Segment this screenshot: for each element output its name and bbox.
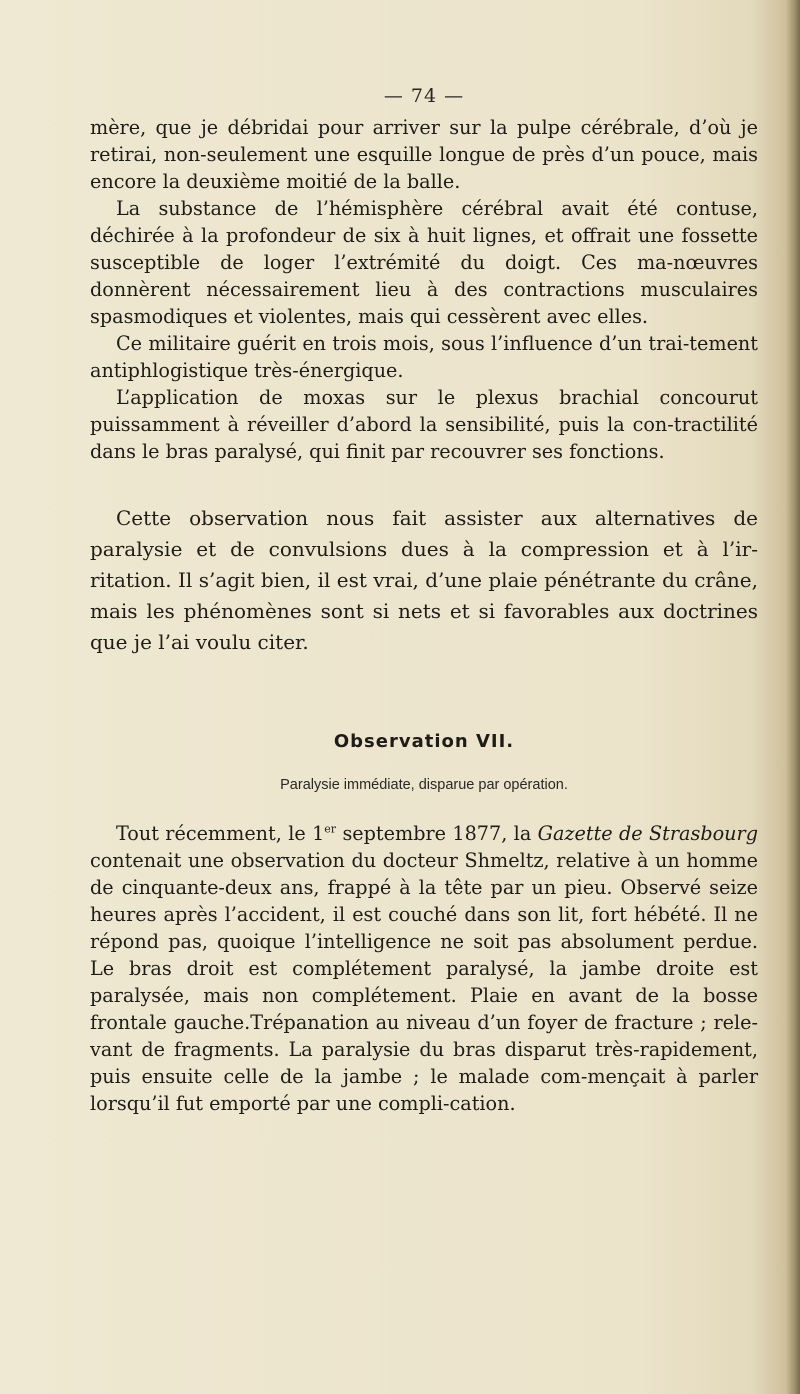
paragraph-recovery: Ce militaire guérit en trois mois, sous l’influence d’un trai-tement antiphlogistique très-énergique. [90, 332, 758, 382]
section-gap [90, 465, 758, 503]
observation-text-mid: septembre 1877, la [336, 822, 538, 845]
paragraph-hemisphere: La substance de l’hémisphère cérébral avait été contuse, déchirée à la profondeur de six à huit lignes, et offrait une fossette susceptible de loger l’extrémité du doigt. Ces ma-nœuvres donnèrent nécessairement lieu à des contractions musculaires spasmodiques et violentes, mais qui cessèrent avec elles. [90, 197, 758, 328]
paragraph-continuation: mère, que je débridai pour arriver sur la pulpe cérébrale, d’où je retirai, non-seulement une esquille longue de près d’un pouce, mais encore la deuxième moitié de la balle. [90, 116, 758, 193]
journal-title: Gazette de Strasbourg [537, 822, 758, 845]
observation-text-start: Tout récemment, le 1 [116, 822, 325, 845]
paragraph-moxas: L’application de moxas sur le plexus brachial concourut puissamment à réveiller d’abord la sensibilité, puis la con-tractilité dans le bras paralysé, qui finit par recouvrer ses fonctions. [90, 386, 758, 463]
ordinal-superscript: er [324, 822, 337, 836]
page-number: — 74 — [383, 85, 465, 107]
paragraph-observation [90, 820, 758, 1117]
observation-subtitle: Paralysie immédiate, disparue par opération. [280, 777, 568, 793]
observation-title: Observation VII. [333, 731, 515, 752]
page-content [90, 82, 758, 1117]
paragraph-commentary: Cette observation nous fait assister aux alternatives de paralysie et de convulsions dues à la compression et à l’ir-ritation. Il s’agit bien, il est vrai, d’une plaie pénétrante du crâne, mais les phénomènes sont si nets et si favorables aux doctrines que je l’ai voulu citer. [90, 506, 758, 654]
page-edge-shadow [786, 0, 800, 1394]
observation-text-end: contenait une observation du docteur Shmeltz, relative à un homme de cinquante-deux ans, frappé à la tête par un pieu. Observé seize heures après l’accident, il est couché dans son lit, fort hébété. Il ne répond pas, quoique l’intelligence ne soit pas absolument perdue. Le bras droit est complétement paralysé, la jambe droite est paralysée, mais non complétement. Plaie en avant de la bosse frontale gauche.Trépanation au niveau d’un foyer de fracture ; rele-vant de fragments. La paralysie du bras disparut très-rapidement, puis ensuite celle de la jambe ; le malade com-mençait à parler lorsqu’il fut emporté par une compli-cation. [90, 849, 758, 1115]
